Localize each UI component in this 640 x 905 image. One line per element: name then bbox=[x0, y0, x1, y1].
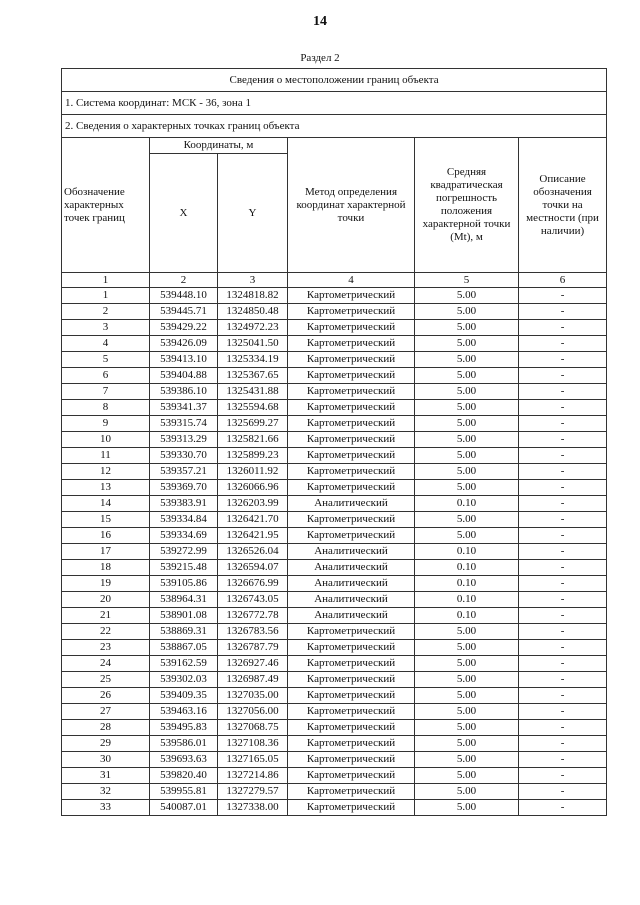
header-y: Y bbox=[218, 154, 288, 273]
y-coordinate-cell: 1325041.50 bbox=[218, 336, 288, 352]
error-cell: 5.00 bbox=[415, 512, 519, 528]
y-coordinate-cell: 1326743.05 bbox=[218, 592, 288, 608]
error-cell: 5.00 bbox=[415, 400, 519, 416]
description-cell: - bbox=[519, 384, 607, 400]
y-coordinate-cell: 1326526.04 bbox=[218, 544, 288, 560]
point-number-cell: 12 bbox=[62, 464, 150, 480]
y-coordinate-cell: 1327279.57 bbox=[218, 784, 288, 800]
table-row bbox=[62, 704, 607, 720]
x-coordinate-cell: 538964.31 bbox=[150, 592, 218, 608]
method-cell: Картометрический bbox=[288, 720, 415, 736]
method-cell: Аналитический bbox=[288, 592, 415, 608]
method-cell: Картометрический bbox=[288, 768, 415, 784]
table-row bbox=[62, 768, 607, 784]
error-cell: 5.00 bbox=[415, 416, 519, 432]
method-cell: Картометрический bbox=[288, 784, 415, 800]
error-cell: 0.10 bbox=[415, 592, 519, 608]
method-cell: Картометрический bbox=[288, 656, 415, 672]
x-coordinate-cell: 539105.86 bbox=[150, 576, 218, 592]
method-cell: Картометрический bbox=[288, 688, 415, 704]
table-row bbox=[62, 800, 607, 816]
y-coordinate-cell: 1325594.68 bbox=[218, 400, 288, 416]
table-row bbox=[62, 784, 607, 800]
error-cell: 5.00 bbox=[415, 752, 519, 768]
x-coordinate-cell: 539413.10 bbox=[150, 352, 218, 368]
y-coordinate-cell: 1326787.79 bbox=[218, 640, 288, 656]
method-cell: Картометрический bbox=[288, 464, 415, 480]
point-number-cell: 32 bbox=[62, 784, 150, 800]
error-cell: 5.00 bbox=[415, 656, 519, 672]
table-row bbox=[62, 656, 607, 672]
point-number-cell: 30 bbox=[62, 752, 150, 768]
x-coordinate-cell: 539448.10 bbox=[150, 288, 218, 304]
error-cell: 5.00 bbox=[415, 672, 519, 688]
x-coordinate-cell: 539315.74 bbox=[150, 416, 218, 432]
point-number-cell: 33 bbox=[62, 800, 150, 816]
table-row bbox=[62, 528, 607, 544]
error-cell: 5.00 bbox=[415, 304, 519, 320]
table-body bbox=[62, 288, 607, 816]
error-cell: 5.00 bbox=[415, 480, 519, 496]
column-number: 3 bbox=[218, 273, 288, 288]
y-coordinate-cell: 1327165.05 bbox=[218, 752, 288, 768]
table-row bbox=[62, 512, 607, 528]
method-cell: Картометрический bbox=[288, 512, 415, 528]
point-number-cell: 24 bbox=[62, 656, 150, 672]
method-cell: Аналитический bbox=[288, 544, 415, 560]
header-coordinates: Координаты, м bbox=[150, 138, 288, 154]
description-cell: - bbox=[519, 480, 607, 496]
y-coordinate-cell: 1326676.99 bbox=[218, 576, 288, 592]
error-cell: 5.00 bbox=[415, 352, 519, 368]
description-cell: - bbox=[519, 720, 607, 736]
error-cell: 0.10 bbox=[415, 576, 519, 592]
method-cell: Картометрический bbox=[288, 400, 415, 416]
x-coordinate-cell: 539272.99 bbox=[150, 544, 218, 560]
x-coordinate-cell: 538901.08 bbox=[150, 608, 218, 624]
x-coordinate-cell: 539383.91 bbox=[150, 496, 218, 512]
x-coordinate-cell: 539409.35 bbox=[150, 688, 218, 704]
table-row bbox=[62, 368, 607, 384]
error-cell: 5.00 bbox=[415, 528, 519, 544]
column-number: 1 bbox=[62, 273, 150, 288]
x-coordinate-cell: 539955.81 bbox=[150, 784, 218, 800]
method-cell: Аналитический bbox=[288, 608, 415, 624]
error-cell: 5.00 bbox=[415, 336, 519, 352]
y-coordinate-cell: 1326203.99 bbox=[218, 496, 288, 512]
error-cell: 5.00 bbox=[415, 688, 519, 704]
description-cell: - bbox=[519, 592, 607, 608]
description-cell: - bbox=[519, 496, 607, 512]
description-cell: - bbox=[519, 528, 607, 544]
method-cell: Картометрический bbox=[288, 672, 415, 688]
x-coordinate-cell: 539386.10 bbox=[150, 384, 218, 400]
table-row bbox=[62, 496, 607, 512]
y-coordinate-cell: 1326066.96 bbox=[218, 480, 288, 496]
y-coordinate-cell: 1326011.92 bbox=[218, 464, 288, 480]
y-coordinate-cell: 1324818.82 bbox=[218, 288, 288, 304]
y-coordinate-cell: 1325431.88 bbox=[218, 384, 288, 400]
table-row bbox=[62, 416, 607, 432]
y-coordinate-cell: 1326594.07 bbox=[218, 560, 288, 576]
method-cell: Картометрический bbox=[288, 448, 415, 464]
y-coordinate-cell: 1326783.56 bbox=[218, 624, 288, 640]
table-row bbox=[62, 288, 607, 304]
point-number-cell: 15 bbox=[62, 512, 150, 528]
description-cell: - bbox=[519, 304, 607, 320]
error-cell: 5.00 bbox=[415, 368, 519, 384]
x-coordinate-cell: 539357.21 bbox=[150, 464, 218, 480]
error-cell: 5.00 bbox=[415, 624, 519, 640]
method-cell: Картометрический bbox=[288, 736, 415, 752]
point-number-cell: 6 bbox=[62, 368, 150, 384]
description-cell: - bbox=[519, 544, 607, 560]
description-cell: - bbox=[519, 560, 607, 576]
point-number-cell: 7 bbox=[62, 384, 150, 400]
error-cell: 0.10 bbox=[415, 496, 519, 512]
x-coordinate-cell: 539586.01 bbox=[150, 736, 218, 752]
x-coordinate-cell: 539445.71 bbox=[150, 304, 218, 320]
x-coordinate-cell: 538867.05 bbox=[150, 640, 218, 656]
method-cell: Аналитический bbox=[288, 576, 415, 592]
table-row bbox=[62, 432, 607, 448]
table-row bbox=[62, 688, 607, 704]
y-coordinate-cell: 1325367.65 bbox=[218, 368, 288, 384]
table-row bbox=[62, 400, 607, 416]
description-cell: - bbox=[519, 800, 607, 816]
point-number-cell: 5 bbox=[62, 352, 150, 368]
table-row bbox=[62, 592, 607, 608]
table-row bbox=[62, 384, 607, 400]
point-number-cell: 9 bbox=[62, 416, 150, 432]
column-number: 6 bbox=[519, 273, 607, 288]
y-coordinate-cell: 1327108.36 bbox=[218, 736, 288, 752]
table-row bbox=[62, 304, 607, 320]
point-number-cell: 8 bbox=[62, 400, 150, 416]
description-cell: - bbox=[519, 784, 607, 800]
description-cell: - bbox=[519, 688, 607, 704]
description-cell: - bbox=[519, 416, 607, 432]
description-cell: - bbox=[519, 656, 607, 672]
x-coordinate-cell: 539334.69 bbox=[150, 528, 218, 544]
table-row bbox=[62, 640, 607, 656]
y-coordinate-cell: 1324972.23 bbox=[218, 320, 288, 336]
x-coordinate-cell: 539404.88 bbox=[150, 368, 218, 384]
description-cell: - bbox=[519, 736, 607, 752]
table-row bbox=[62, 560, 607, 576]
y-coordinate-cell: 1326772.78 bbox=[218, 608, 288, 624]
description-cell: - bbox=[519, 448, 607, 464]
table-row bbox=[62, 320, 607, 336]
point-number-cell: 14 bbox=[62, 496, 150, 512]
characteristic-points-line: 2. Сведения о характерных точках границ объекта bbox=[62, 115, 607, 138]
description-cell: - bbox=[519, 640, 607, 656]
method-cell: Картометрический bbox=[288, 480, 415, 496]
x-coordinate-cell: 539495.83 bbox=[150, 720, 218, 736]
description-cell: - bbox=[519, 464, 607, 480]
point-number-cell: 11 bbox=[62, 448, 150, 464]
point-number-cell: 1 bbox=[62, 288, 150, 304]
y-coordinate-cell: 1327035.00 bbox=[218, 688, 288, 704]
column-number: 2 bbox=[150, 273, 218, 288]
x-coordinate-cell: 539369.70 bbox=[150, 480, 218, 496]
description-cell: - bbox=[519, 624, 607, 640]
method-cell: Картометрический bbox=[288, 800, 415, 816]
y-coordinate-cell: 1326421.95 bbox=[218, 528, 288, 544]
x-coordinate-cell: 539463.16 bbox=[150, 704, 218, 720]
method-cell: Картометрический bbox=[288, 352, 415, 368]
method-cell: Картометрический bbox=[288, 368, 415, 384]
error-cell: 0.10 bbox=[415, 544, 519, 560]
table-row bbox=[62, 624, 607, 640]
method-cell: Аналитический bbox=[288, 496, 415, 512]
point-number-cell: 28 bbox=[62, 720, 150, 736]
y-coordinate-cell: 1327214.86 bbox=[218, 768, 288, 784]
description-cell: - bbox=[519, 576, 607, 592]
error-cell: 5.00 bbox=[415, 768, 519, 784]
section-title: Раздел 2 bbox=[300, 52, 340, 64]
method-cell: Картометрический bbox=[288, 416, 415, 432]
point-number-cell: 17 bbox=[62, 544, 150, 560]
description-cell: - bbox=[519, 704, 607, 720]
method-cell: Картометрический bbox=[288, 336, 415, 352]
header-x: X bbox=[150, 154, 218, 273]
point-number-cell: 23 bbox=[62, 640, 150, 656]
point-number-cell: 29 bbox=[62, 736, 150, 752]
method-cell: Картометрический bbox=[288, 384, 415, 400]
y-coordinate-cell: 1325821.66 bbox=[218, 432, 288, 448]
table-row bbox=[62, 608, 607, 624]
error-cell: 0.10 bbox=[415, 608, 519, 624]
description-cell: - bbox=[519, 288, 607, 304]
x-coordinate-cell: 539215.48 bbox=[150, 560, 218, 576]
error-cell: 5.00 bbox=[415, 448, 519, 464]
y-coordinate-cell: 1325699.27 bbox=[218, 416, 288, 432]
error-cell: 5.00 bbox=[415, 464, 519, 480]
description-cell: - bbox=[519, 608, 607, 624]
x-coordinate-cell: 539313.29 bbox=[150, 432, 218, 448]
table-row bbox=[62, 672, 607, 688]
point-number-cell: 18 bbox=[62, 560, 150, 576]
x-coordinate-cell: 539693.63 bbox=[150, 752, 218, 768]
description-cell: - bbox=[519, 400, 607, 416]
point-number-cell: 13 bbox=[62, 480, 150, 496]
error-cell: 5.00 bbox=[415, 784, 519, 800]
table-row bbox=[62, 736, 607, 752]
point-number-cell: 20 bbox=[62, 592, 150, 608]
point-number-cell: 4 bbox=[62, 336, 150, 352]
table-row bbox=[62, 720, 607, 736]
header-description: Описание обозначения точки на местности (при наличии) bbox=[519, 138, 607, 273]
description-cell: - bbox=[519, 752, 607, 768]
table-row bbox=[62, 480, 607, 496]
point-number-cell: 31 bbox=[62, 768, 150, 784]
header-designation: Обозначение характерных точек границ bbox=[62, 138, 150, 273]
y-coordinate-cell: 1327068.75 bbox=[218, 720, 288, 736]
table-row bbox=[62, 544, 607, 560]
point-number-cell: 10 bbox=[62, 432, 150, 448]
error-cell: 5.00 bbox=[415, 432, 519, 448]
y-coordinate-cell: 1327056.00 bbox=[218, 704, 288, 720]
point-number-cell: 19 bbox=[62, 576, 150, 592]
x-coordinate-cell: 539302.03 bbox=[150, 672, 218, 688]
description-cell: - bbox=[519, 352, 607, 368]
table-row bbox=[62, 464, 607, 480]
description-cell: - bbox=[519, 512, 607, 528]
header-error: Средняя квадратическая погрешность положения характерной точки (Mt), м bbox=[415, 138, 519, 273]
error-cell: 5.00 bbox=[415, 736, 519, 752]
method-cell: Картометрический bbox=[288, 704, 415, 720]
method-cell: Картометрический bbox=[288, 752, 415, 768]
method-cell: Картометрический bbox=[288, 288, 415, 304]
description-cell: - bbox=[519, 672, 607, 688]
boundary-points-table bbox=[61, 68, 607, 816]
y-coordinate-cell: 1324850.48 bbox=[218, 304, 288, 320]
x-coordinate-cell: 539820.40 bbox=[150, 768, 218, 784]
error-cell: 5.00 bbox=[415, 288, 519, 304]
point-number-cell: 27 bbox=[62, 704, 150, 720]
y-coordinate-cell: 1325899.23 bbox=[218, 448, 288, 464]
method-cell: Картометрический bbox=[288, 624, 415, 640]
error-cell: 5.00 bbox=[415, 720, 519, 736]
method-cell: Картометрический bbox=[288, 320, 415, 336]
point-number-cell: 22 bbox=[62, 624, 150, 640]
y-coordinate-cell: 1325334.19 bbox=[218, 352, 288, 368]
error-cell: 0.10 bbox=[415, 560, 519, 576]
table-row bbox=[62, 352, 607, 368]
error-cell: 5.00 bbox=[415, 640, 519, 656]
table-row bbox=[62, 752, 607, 768]
method-cell: Картометрический bbox=[288, 528, 415, 544]
point-number-cell: 25 bbox=[62, 672, 150, 688]
description-cell: - bbox=[519, 336, 607, 352]
error-cell: 5.00 bbox=[415, 384, 519, 400]
table-title: Сведения о местоположении границ объекта bbox=[62, 69, 607, 92]
x-coordinate-cell: 539429.22 bbox=[150, 320, 218, 336]
description-cell: - bbox=[519, 320, 607, 336]
coordinate-system-line: 1. Система координат: МСК - 36, зона 1 bbox=[62, 92, 607, 115]
page-number: 14 bbox=[313, 14, 327, 29]
table-row bbox=[62, 448, 607, 464]
table-row bbox=[62, 576, 607, 592]
point-number-cell: 21 bbox=[62, 608, 150, 624]
description-cell: - bbox=[519, 368, 607, 384]
x-coordinate-cell: 539334.84 bbox=[150, 512, 218, 528]
x-coordinate-cell: 539162.59 bbox=[150, 656, 218, 672]
method-cell: Картометрический bbox=[288, 432, 415, 448]
y-coordinate-cell: 1326421.70 bbox=[218, 512, 288, 528]
x-coordinate-cell: 539330.70 bbox=[150, 448, 218, 464]
error-cell: 5.00 bbox=[415, 320, 519, 336]
y-coordinate-cell: 1326927.46 bbox=[218, 656, 288, 672]
point-number-cell: 26 bbox=[62, 688, 150, 704]
description-cell: - bbox=[519, 432, 607, 448]
point-number-cell: 16 bbox=[62, 528, 150, 544]
header-method: Метод определения координат характерной точки bbox=[288, 138, 415, 273]
table-row bbox=[62, 336, 607, 352]
y-coordinate-cell: 1326987.49 bbox=[218, 672, 288, 688]
point-number-cell: 3 bbox=[62, 320, 150, 336]
method-cell: Аналитический bbox=[288, 560, 415, 576]
x-coordinate-cell: 540087.01 bbox=[150, 800, 218, 816]
column-number: 4 bbox=[288, 273, 415, 288]
method-cell: Картометрический bbox=[288, 304, 415, 320]
column-numbers-row bbox=[62, 273, 607, 288]
y-coordinate-cell: 1327338.00 bbox=[218, 800, 288, 816]
x-coordinate-cell: 539341.37 bbox=[150, 400, 218, 416]
point-number-cell: 2 bbox=[62, 304, 150, 320]
column-number: 5 bbox=[415, 273, 519, 288]
error-cell: 5.00 bbox=[415, 800, 519, 816]
x-coordinate-cell: 539426.09 bbox=[150, 336, 218, 352]
description-cell: - bbox=[519, 768, 607, 784]
error-cell: 5.00 bbox=[415, 704, 519, 720]
x-coordinate-cell: 538869.31 bbox=[150, 624, 218, 640]
method-cell: Картометрический bbox=[288, 640, 415, 656]
